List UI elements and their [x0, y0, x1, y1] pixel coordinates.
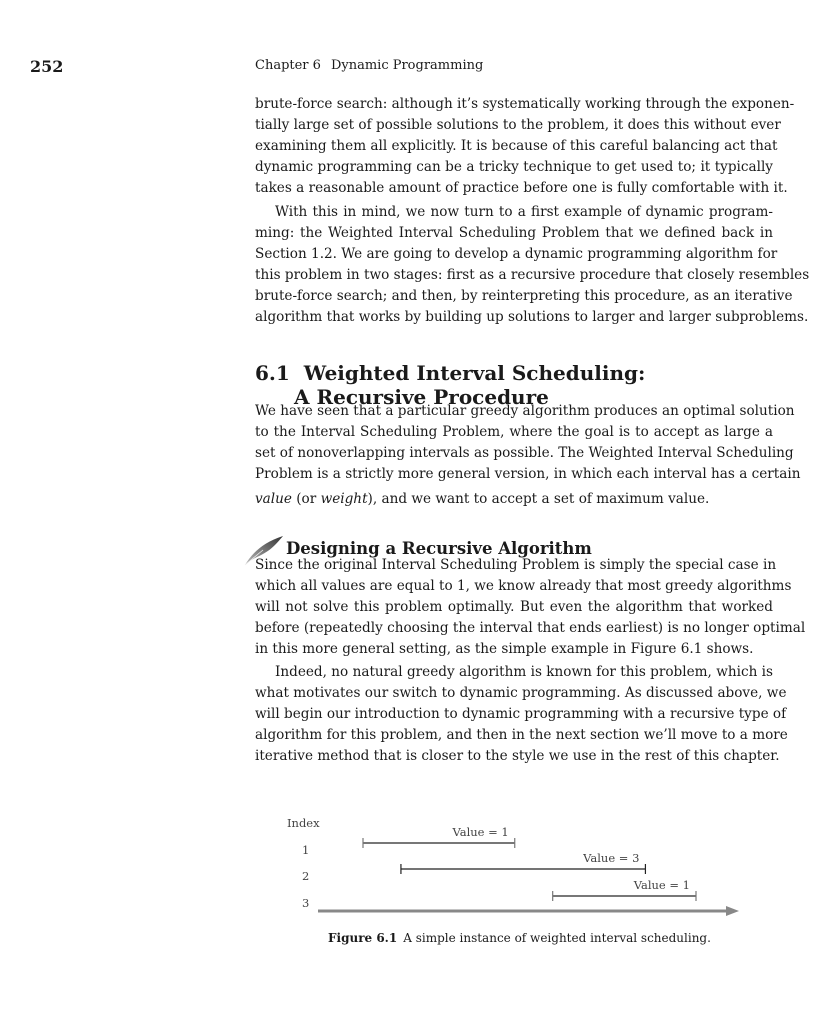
section-title-line: Weighted Interval Scheduling: [303, 361, 646, 385]
italic-term: value [255, 491, 292, 507]
text-line: this problem in two stages: first as a recursive procedure that closely resembles [255, 267, 810, 283]
text-line: With this in mind, we now turn to a first example of dynamic program- [275, 204, 773, 220]
subsection-heading: Designing a Recursive Algorithm [286, 539, 592, 558]
text-line: Since the original Interval Scheduling Problem is simply the special case in [255, 557, 777, 573]
text-line: algorithm for this problem, and then in the next section we’ll move to a more [255, 727, 788, 743]
text-line: iterative method that is closer to the style we use in the rest of this chapter. [255, 748, 780, 764]
interval-value-label: Value = 1 [633, 878, 690, 892]
chapter-label: Chapter 6 [255, 58, 321, 73]
text-line: takes a reasonable amount of practice before one is fully comfortable with it. [255, 180, 788, 196]
italic-term: weight [320, 491, 368, 507]
section-number: 6.1 [255, 361, 290, 385]
text-line: before (repeatedly choosing the interval that ends earliest) is no longer optimal [255, 620, 806, 636]
text-line: will not solve this problem optimally. But even the algorithm that worked [255, 599, 773, 615]
text-line: tially large set of possible solutions to the problem, it does this without ever [255, 117, 781, 133]
text-line: will begin our introduction to dynamic programming with a recursive type of [255, 706, 787, 722]
text-fragment: (or [291, 491, 321, 507]
text-line: set of nonoverlapping intervals as possible. The Weighted Interval Scheduling [255, 445, 794, 461]
text-line: Indeed, no natural greedy algorithm is known for this problem, which is [275, 664, 773, 680]
section-title-line: A Recursive Procedure [294, 385, 549, 409]
text-line: We have seen that a particular greedy algorithm produces an optimal solution [255, 403, 795, 419]
text-line: dynamic programming can be a tricky technique to get used to; it typically [255, 159, 773, 175]
caption-text: A simple instance of weighted interval scheduling. [403, 931, 711, 945]
text-line: ming: the Weighted Interval Scheduling Problem that we defined back in [255, 225, 773, 241]
text-line: Section 1.2. We are going to develop a dynamic programming algorithm for [255, 246, 778, 262]
text-line: Problem is a strictly more general version, in which each interval has a certain [255, 466, 801, 482]
text-line: to the Interval Scheduling Problem, where the goal is to accept as large a [255, 424, 773, 440]
figure-index-label: Index [287, 816, 320, 830]
interval-index: 3 [302, 896, 310, 910]
interval-index: 1 [302, 843, 310, 857]
page-number: 252 [30, 57, 64, 76]
text-line: examining them all explicitly. It is because of this careful balancing act that [255, 138, 778, 154]
chapter-title: Dynamic Programming [330, 58, 484, 73]
time-axis-arrowhead [726, 906, 739, 916]
text-line: brute-force search; and then, by reinterpreting this procedure, as an iterative [255, 288, 793, 304]
text-line: what motivates our switch to dynamic programming. As discussed above, we [255, 685, 787, 701]
interval-value-label: Value = 1 [452, 825, 509, 839]
figure-caption [328, 931, 711, 945]
text-line: brute-force search: although it’s systematically working through the exponen- [255, 96, 795, 112]
text-line: algorithm that works by building up solutions to larger and larger subproblems. [255, 309, 809, 325]
interval-index: 2 [302, 869, 310, 883]
text-line: in this more general setting, as the simple example in Figure 6.1 shows. [255, 641, 754, 657]
interval-value-label: Value = 3 [583, 851, 640, 865]
text-fragment: ), and we want to accept a set of maximum value. [367, 491, 710, 507]
figure-label: Figure 6.1 [328, 931, 398, 945]
text-line: which all values are equal to 1, we know already that most greedy algorithms [255, 578, 792, 594]
